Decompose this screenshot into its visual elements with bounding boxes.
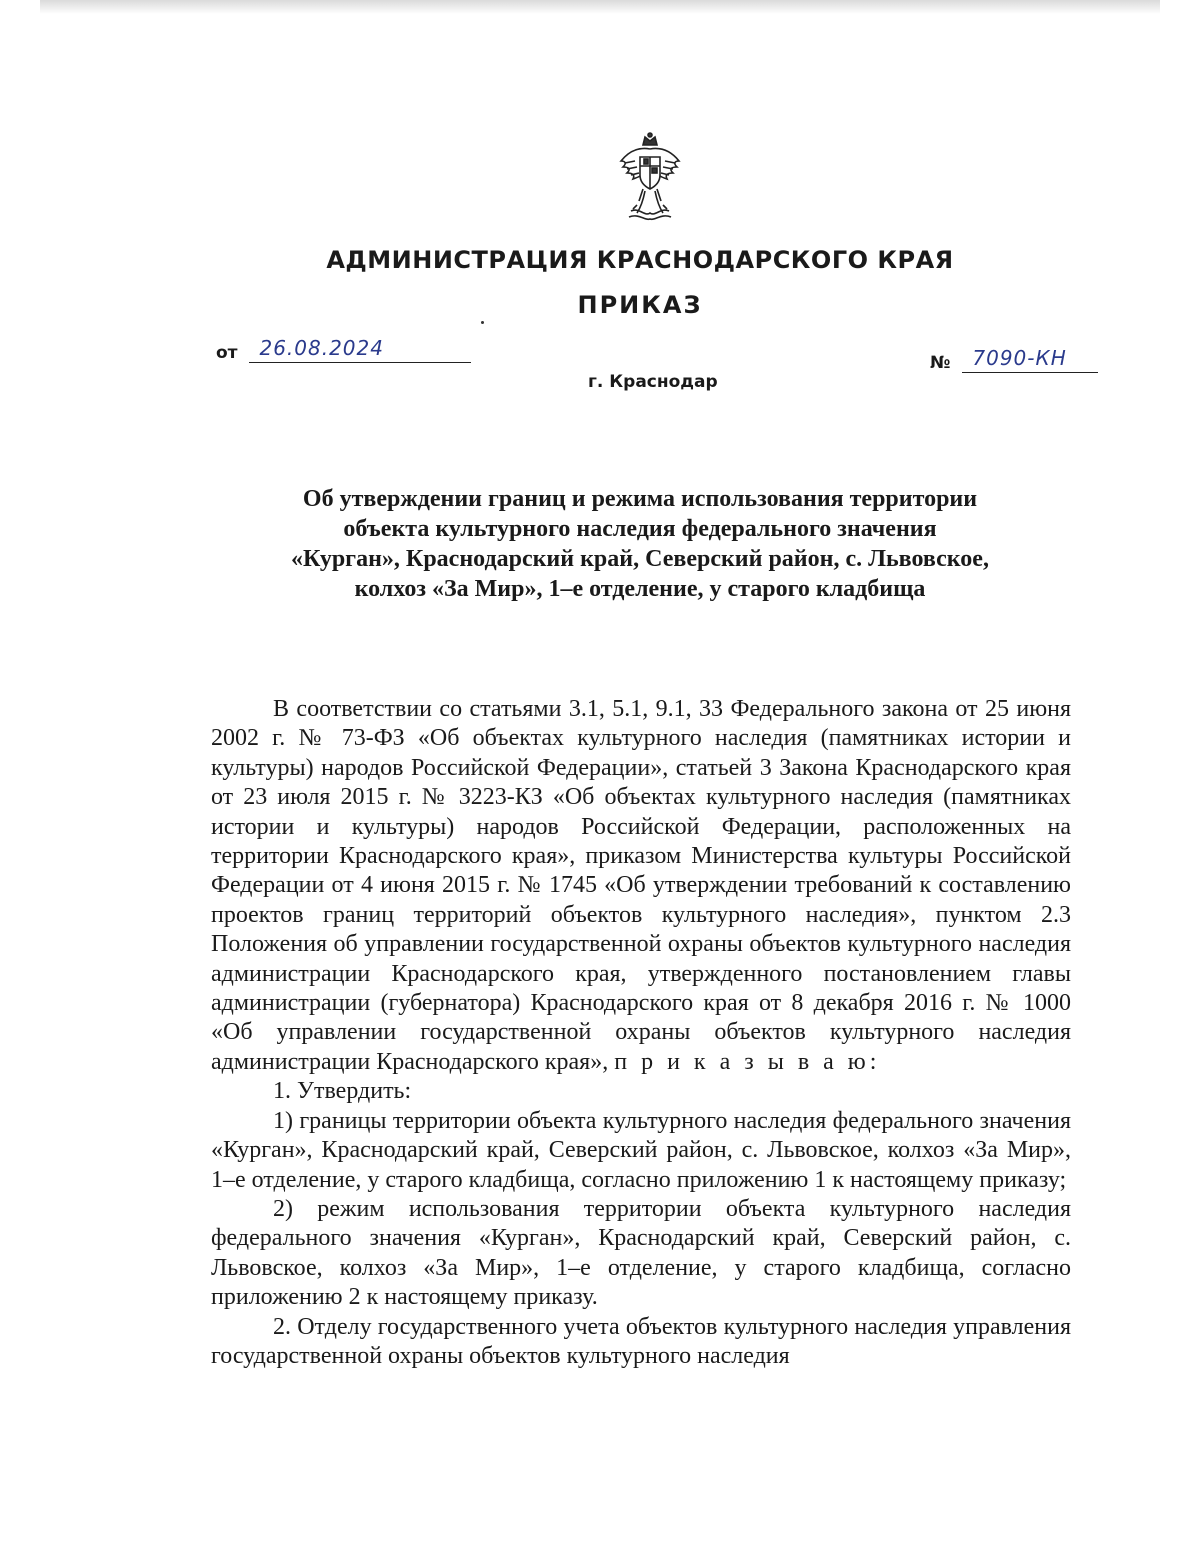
- title-line: Об утверждении границ и режима использования территории: [302, 486, 978, 512]
- item-1-2: 2) режим использования территории объекта культурного наследия федерального значения «Курган», Краснодарский край, Северский район, с. Львовское, колхоз «За Мир», 1–е отделение, у старого кладбища, согласно приложению 2 к настоящему приказу.: [211, 1195, 1071, 1311]
- item-1-1: 1) границы территории объекта культурного наследия федерального значения «Курган», Краснодарский край, Северский район, с. Львовское, колхоз «За Мир», 1–е отделение, у старого кладбища, согласно приложению 1 к настоящему приказу;: [211, 1107, 1071, 1193]
- scan-shadow: [40, 0, 1160, 14]
- intro-paragraph: [211, 695, 1071, 1077]
- intro-text: В соответствии со статьями 3.1, 5.1, 9.1, 33 Федерального закона от 25 июня 2002 г. № 73-ФЗ «Об объектах культурного наследия (памятниках истории и культуры) народов Российской Федерации», статьей 3 Закона Краснодарского края от 23 июля 2015 г. № 3223-КЗ «Об объектах культурного наследия (памятниках истории и культуры) народов Российской Федерации, расположенных на территории Краснодарского края», приказом Министерства культуры Российской Федерации от 4 июня 2015 г. № 1745 «Об утверждении требований к составлению проектов границ территорий объектов культурного наследия», пунктом 2.3 Положения об управлении государственной охраны объектов культурного наследия администрации Краснодарского края, утвержденного постановлением главы администрации (губернатора) Краснодарского края от 8 декабря 2016 г. № 1000 «Об управлении государственной охраны объектов культурного наследия администрации Краснодарского края»,: [211, 696, 1071, 1075]
- title-line: «Курган», Краснодарский край, Северский район, с. Львовское,: [291, 546, 989, 572]
- date-prefix: от: [216, 343, 238, 363]
- number-prefix: №: [930, 353, 951, 373]
- title-line: колхоз «За Мир», 1–е отделение, у старого кладбища: [354, 576, 926, 602]
- handwritten-date: 26.08.2024: [259, 336, 384, 360]
- city-name: г. Краснодар: [588, 372, 718, 392]
- number-underline: [962, 346, 1098, 373]
- document-type: ПРИКАЗ: [577, 291, 703, 319]
- item-1: 1. Утвердить:: [273, 1078, 412, 1105]
- handwritten-number: 7090-КН: [972, 346, 1067, 370]
- order-word: п р и к а з ы в а ю:: [614, 1048, 881, 1075]
- number-field: [930, 346, 1098, 373]
- item-2: 2. Отделу государственного учета объектов культурного наследия управления государственной охраны объектов культурного наследия: [211, 1313, 1071, 1369]
- document-body: [211, 695, 1071, 1371]
- scan-dot: [481, 321, 484, 324]
- date-field: [216, 336, 471, 363]
- coat-of-arms-icon: [611, 131, 689, 223]
- title-line: объекта культурного наследия федерального значения: [343, 516, 937, 542]
- document-title: [230, 484, 1050, 604]
- organization-name: АДМИНИСТРАЦИЯ КРАСНОДАРСКОГО КРАЯ: [326, 246, 954, 274]
- date-underline: [249, 336, 471, 363]
